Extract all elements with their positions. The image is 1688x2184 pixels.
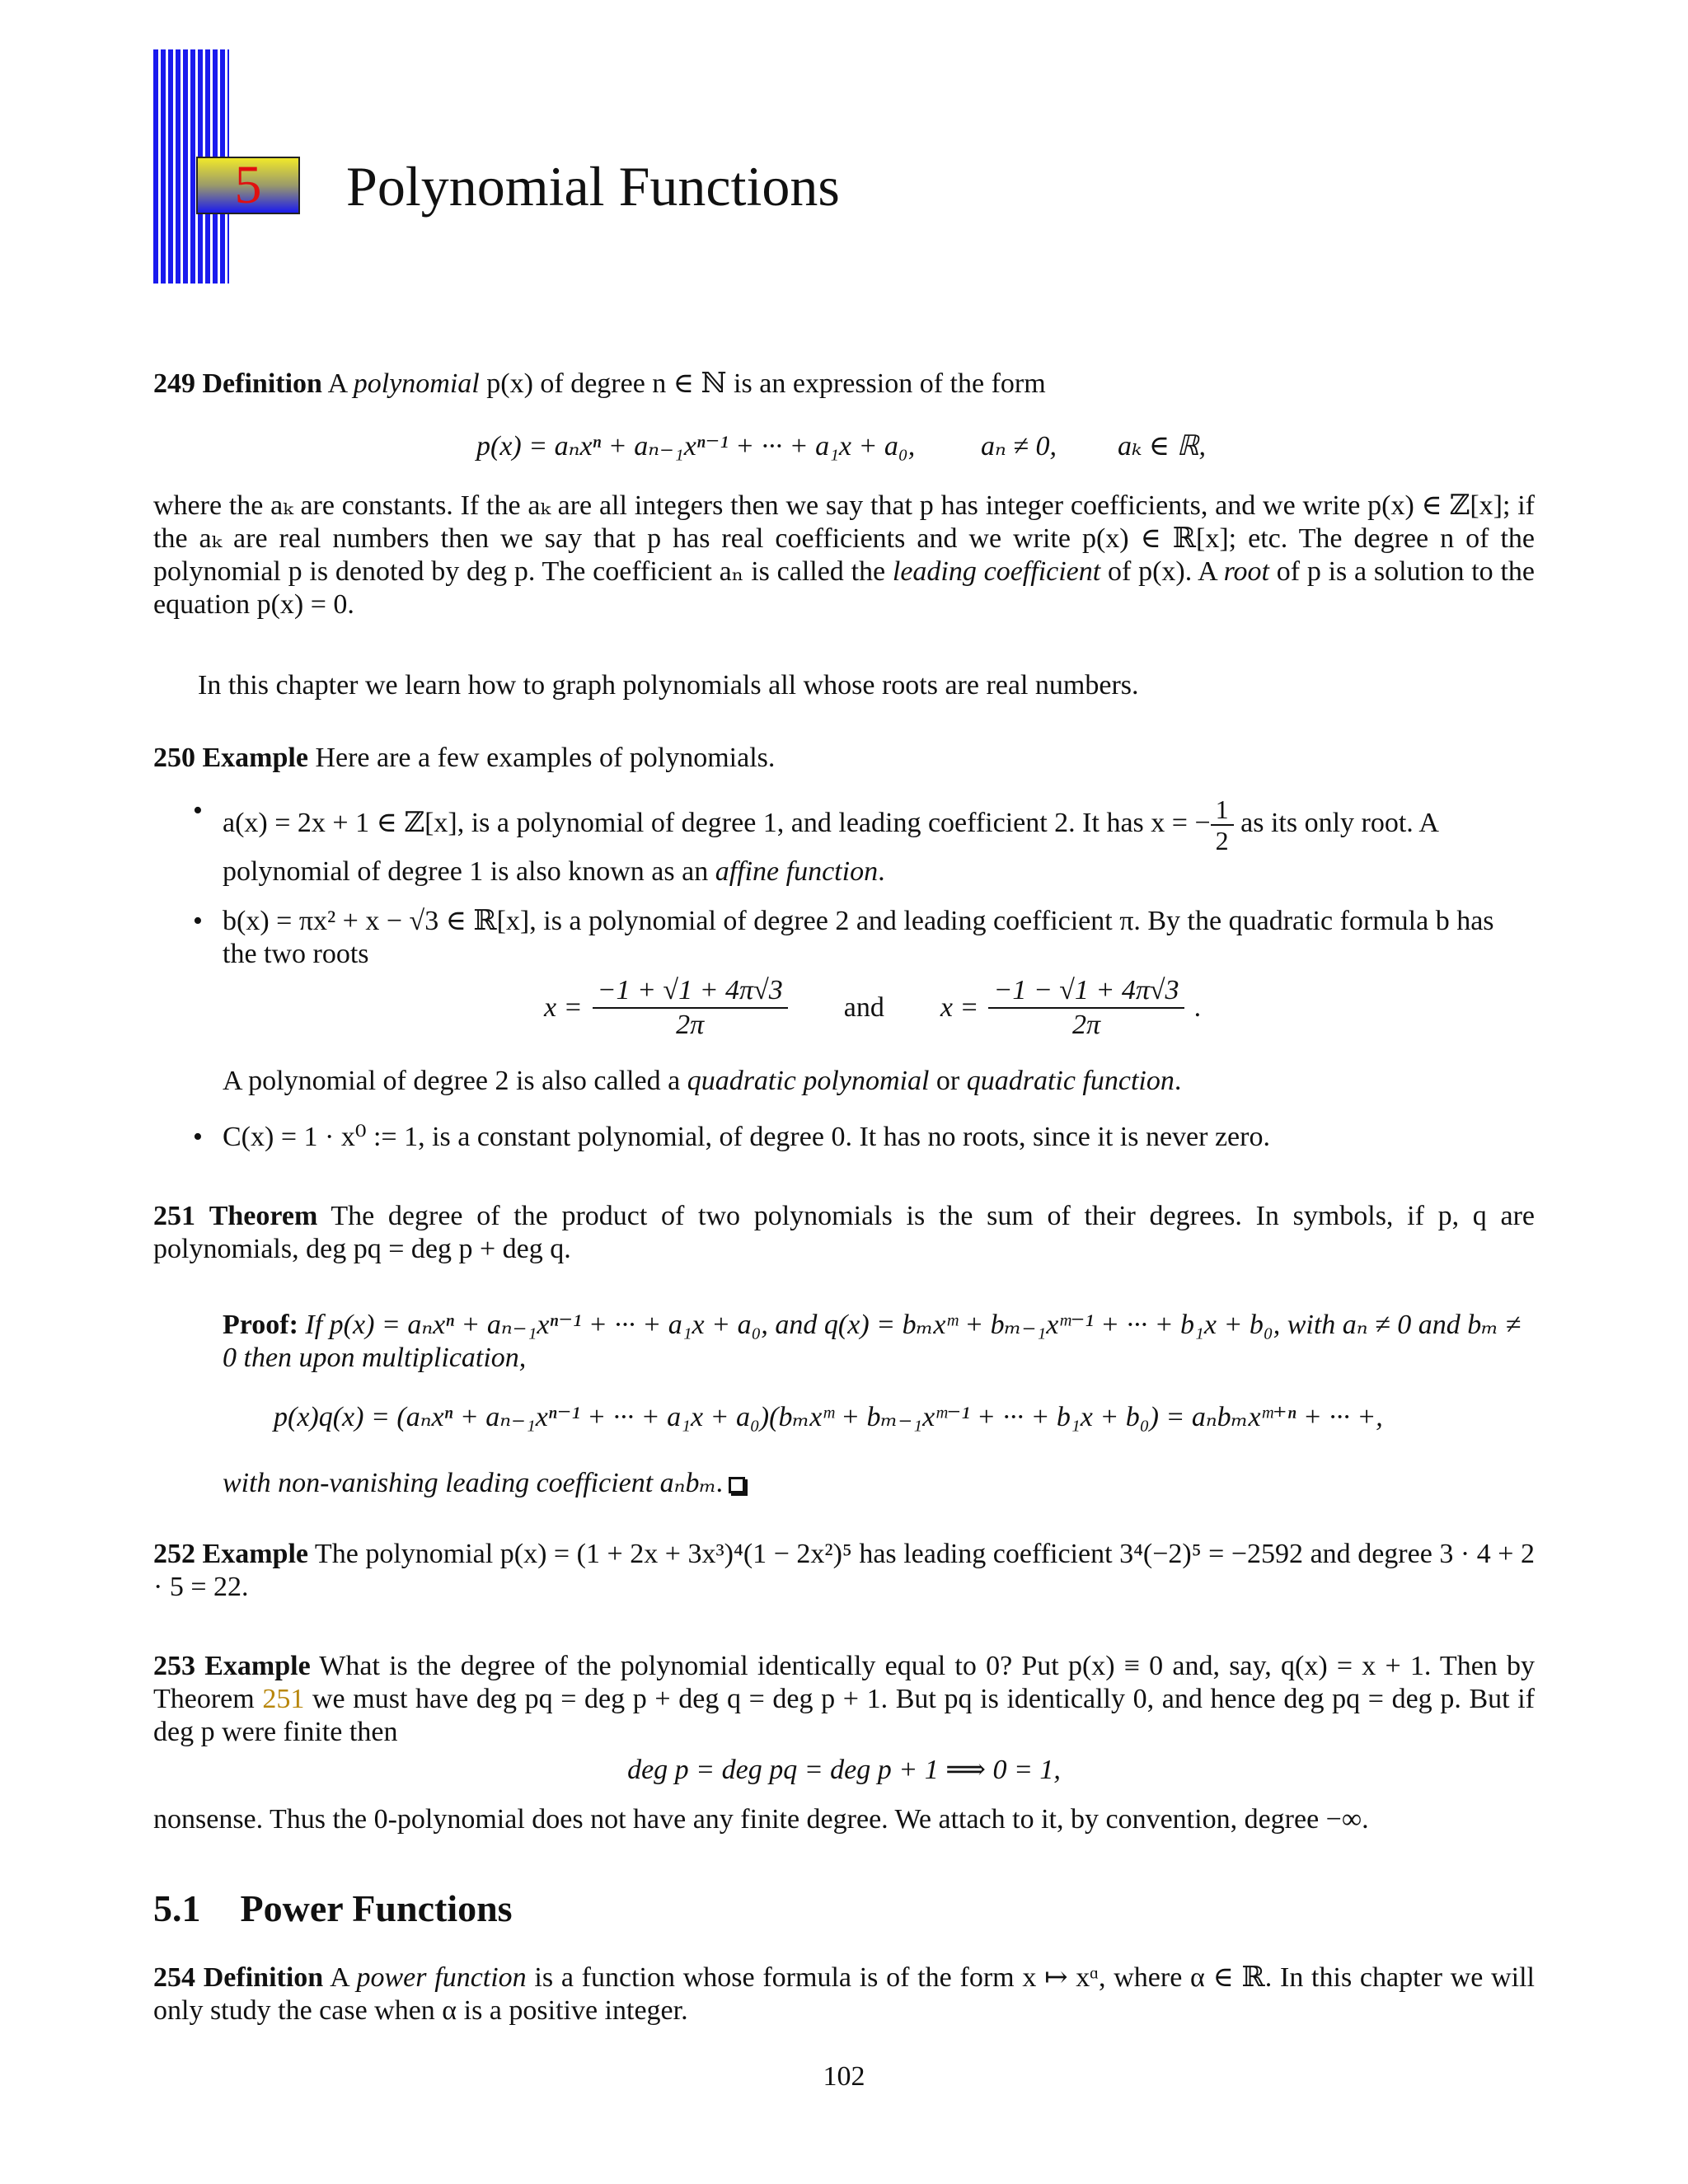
text: p(x) of degree n ∈ ℕ is an expression of the form (479, 368, 1046, 399)
text: C(x) = 1 · x⁰ := 1, is a constant polynomial, of degree 0. It has no roots, since it is never zero. (223, 1122, 1270, 1152)
item-number: 253 (153, 1651, 195, 1681)
example-253-conclusion: nonsense. Thus the 0-polynomial does not have any finite degree. We attach to it, by convention, degree −∞. (153, 1804, 1369, 1835)
list-item (193, 794, 1535, 888)
bullet: • (193, 795, 203, 826)
polynomial-formula (476, 430, 915, 463)
text: as its only root. A polynomial of degree 1 is also known as an (223, 807, 1438, 887)
section-heading (153, 1886, 513, 1932)
fraction-denominator: 2 (1215, 826, 1229, 855)
item-number: 251 (153, 1201, 195, 1231)
text: . (1193, 992, 1202, 1023)
formula-lhs: x = (544, 992, 583, 1023)
term: leading coefficient (892, 556, 1101, 587)
term: quadratic polynomial (687, 1066, 930, 1096)
fraction (593, 974, 788, 1042)
proof-label: Proof: (223, 1310, 298, 1340)
formula-lhs: x = (940, 992, 979, 1023)
definition-254 (153, 1961, 1535, 2027)
text: where the aₖ are constants. If the aₖ are all integers then we say that p has integer coefficients, and we write p(x) ∈ ℤ[x]; if the aₖ are real numbers then we say that p has real coefficients and we write p(x) ∈ ℝ[x]; etc. The degree n of the polynomial p is denoted by deg p. The coefficient aₙ is called the (153, 490, 1535, 587)
qed-symbol (729, 1477, 745, 1493)
term: affine function (715, 856, 879, 887)
text: . (1174, 1066, 1182, 1096)
section-number: 5.1 (153, 1887, 201, 1929)
section-title: Power Functions (240, 1887, 513, 1929)
chapter-number-box (196, 157, 300, 214)
proof-formula: p(x)q(x) = (aₙxⁿ + aₙ₋₁xⁿ⁻¹ + ··· + a₁x + a₀)(bₘxᵐ + bₘ₋₁xᵐ⁻¹ + ··· + b₁x + b₀) = aₙbₘxᵐ⁺ⁿ + ··· +, (274, 1402, 1383, 1432)
fraction-numerator: 1 (1211, 794, 1234, 826)
proof (223, 1309, 1535, 1375)
text: If p(x) = aₙxⁿ + aₙ₋₁xⁿ⁻¹ + ··· + a₁x + a₀, and q(x) = bₘxᵐ + bₘ₋₁xᵐ⁻¹ + ··· + b₁x + b₀, with aₙ ≠ 0 and bₘ ≠ 0 then upon multiplication, (223, 1310, 1522, 1373)
item-label: Definition (202, 368, 322, 399)
text: The polynomial p(x) = (1 + 2x + 3x³)⁴(1 − 2x²)⁵ has leading coefficient 3⁴(−2)⁵ = −2592 and degree 3 · 4 + 2 · 5 = 22. (153, 1539, 1535, 1602)
text: or (929, 1066, 967, 1096)
chapter-number: 5 (234, 155, 262, 215)
fraction (988, 974, 1184, 1042)
formula-condition: aₖ ∈ ℝ, (1118, 431, 1206, 462)
text: A polynomial of degree 2 is also called a (223, 1066, 687, 1096)
text: What is the degree of the polynomial identically equal to 0? Put p(x) ≡ 0 and, say, q(x) = x + 1. Then by Theorem (153, 1651, 1535, 1714)
term: quadratic function (966, 1066, 1175, 1096)
text: The degree of the product of two polynomials is the sum of their degrees. In symbols, if p, q are polynomials, deg pq = deg p + deg q. (153, 1201, 1535, 1264)
example-252 (153, 1538, 1535, 1604)
proof-end (223, 1467, 1535, 1500)
formula-condition: aₙ ≠ 0, (981, 431, 1057, 462)
theorem-251 (153, 1200, 1535, 1266)
item-label: Example (202, 743, 308, 773)
item-number: 254 (153, 1962, 195, 1993)
page-number: 102 (823, 2061, 865, 2092)
bullet: • (193, 906, 203, 936)
degree-formula: deg p = deg pq = deg p + 1 ⟹ 0 = 1, (627, 1755, 1061, 1785)
item-label: Theorem (209, 1201, 318, 1231)
text: Here are a few examples of polynomials. (307, 743, 776, 773)
text: . (878, 856, 885, 887)
text: and (843, 992, 884, 1023)
term: polynomial (353, 368, 480, 399)
text: a(x) = 2x + 1 ∈ ℤ[x], is a polynomial of degree 1, and leading coefficient 2. It has x = − (223, 807, 1211, 838)
text: A (323, 1962, 357, 1993)
chapter-title: Polynomial Functions (346, 155, 840, 218)
term: power function (356, 1962, 527, 1993)
definition-249-body (153, 490, 1535, 621)
example-250 (153, 742, 1535, 775)
fraction-denominator: 2π (676, 1010, 705, 1040)
item-label: Example (204, 1651, 311, 1681)
text: of p(x). A (1100, 556, 1224, 587)
example-253 (153, 1650, 1535, 1749)
term: root (1223, 556, 1269, 587)
chapter-intro: In this chapter we learn how to graph polynomials all whose roots are real numbers. (198, 670, 1139, 701)
definition-249 (153, 368, 1535, 401)
item-label: Example (202, 1539, 308, 1569)
text: with non-vanishing leading coefficient aₙbₘ. (223, 1468, 724, 1498)
item-number: 252 (153, 1539, 195, 1569)
text: b(x) = πx² + x − √3 ∈ ℝ[x], is a polynomial of degree 2 and leading coefficient π. By the quadratic formula b has the two roots (223, 906, 1494, 969)
list-item-continuation (223, 1065, 1535, 1098)
text: we must have deg pq = deg p + deg q = deg p + 1. But pq is identically 0, and hence deg pq = deg p. But if deg p were finite then (153, 1684, 1535, 1747)
roots-formula (544, 974, 1201, 1042)
list-item (193, 905, 1535, 971)
fraction-numerator: −1 + √1 + 4π√3 (593, 974, 788, 1009)
formula: p(x) = aₙxⁿ + aₙ₋₁xⁿ⁻¹ + ··· + a₁x + a₀, (476, 431, 916, 462)
bullet: • (193, 1122, 203, 1152)
text: of p is a solution to the equation p(x) = 0. (153, 556, 1535, 620)
fraction (1211, 794, 1234, 855)
fraction-numerator: −1 − √1 + 4π√3 (988, 974, 1184, 1009)
text: is a function whose formula is of the form x ↦ xᵅ, where α ∈ ℝ. In this chapter we will only study the case when α is a positive integer. (153, 1962, 1535, 2026)
item-number: 250 (153, 743, 195, 773)
text: A (327, 368, 354, 399)
theorem-reference-link[interactable]: 251 (262, 1684, 305, 1714)
list-item (193, 1121, 1535, 1154)
item-number: 249 (153, 368, 195, 399)
fraction-denominator: 2π (1071, 1010, 1100, 1040)
item-label: Definition (203, 1962, 324, 1993)
